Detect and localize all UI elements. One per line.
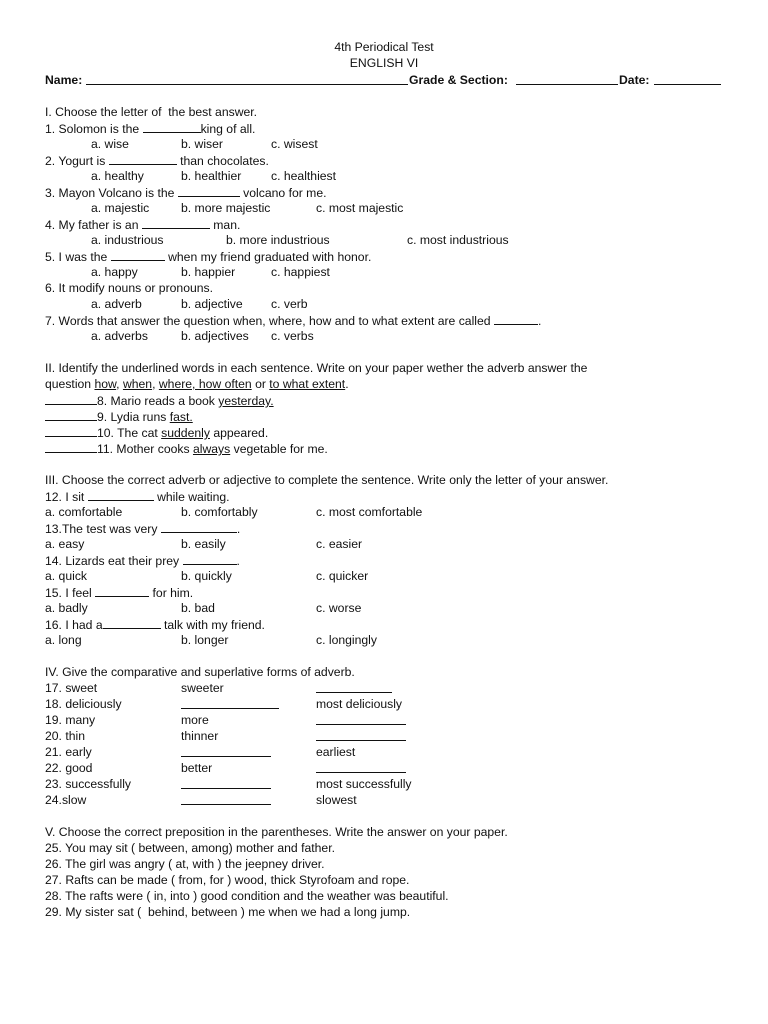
- q13-choice-c[interactable]: c. easier: [316, 537, 363, 551]
- question-26: 26. The girl was angry ( at, with ) the jeepney driver.: [45, 857, 325, 871]
- question-9: 9. Lydia runs fast.: [45, 408, 193, 425]
- name-label: Name:: [45, 73, 83, 87]
- row-17-superlative-blank[interactable]: [316, 680, 392, 693]
- test-title: 4th Periodical Test: [334, 40, 434, 54]
- row-18-word: 18. deliciously: [45, 697, 122, 711]
- part2-instruction-line1: II. Identify the underlined words in each sentence. Write on your paper wether the adverb answer the: [45, 361, 588, 375]
- q15-choice-b[interactable]: b. bad: [181, 601, 215, 615]
- part4-instruction: IV. Give the comparative and superlative forms of adverb.: [45, 665, 355, 679]
- row-23-superlative: most successfully: [316, 777, 412, 791]
- q12-choice-b[interactable]: b. comfortably: [181, 505, 258, 519]
- q1-choice-a[interactable]: a. wise: [91, 137, 129, 151]
- question-6: 6. It modify nouns or pronouns.: [45, 281, 214, 295]
- q7-choice-b[interactable]: b. adjectives: [181, 329, 249, 343]
- question-13: 13.The test was very .: [45, 522, 241, 536]
- q1-choice-b[interactable]: b. wiser: [181, 137, 223, 151]
- row-24-word: 24.slow: [45, 793, 87, 807]
- q13-choice-b[interactable]: b. easily: [181, 537, 226, 551]
- q4-choice-b[interactable]: b. more industrious: [226, 233, 330, 247]
- question-10: 10. The cat suddenly appeared.: [45, 424, 268, 441]
- q6-choice-a[interactable]: a. adverb: [91, 297, 142, 311]
- row-21-superlative: earliest: [316, 745, 356, 759]
- row-19-word: 19. many: [45, 713, 96, 727]
- question-28: 28. The rafts were ( in, into ) good condition and the weather was beautiful.: [45, 889, 449, 903]
- q15-choice-c[interactable]: c. worse: [316, 601, 362, 615]
- grade-label: Grade & Section:: [409, 73, 508, 87]
- q1-choice-c[interactable]: c. wisest: [271, 137, 318, 151]
- q6-choice-b[interactable]: b. adjective: [181, 297, 243, 311]
- q2-choice-c[interactable]: c. healthiest: [271, 169, 337, 183]
- q14-choice-c[interactable]: c. quicker: [316, 569, 369, 583]
- row-20-comparative: thinner: [181, 729, 219, 743]
- q4-choice-a[interactable]: a. industrious: [91, 233, 164, 247]
- question-2: 2. Yogurt is than chocolates.: [45, 154, 269, 168]
- question-25: 25. You may sit ( between, among) mother and father.: [45, 841, 335, 855]
- part3-instruction: III. Choose the correct adverb or adjective to complete the sentence. Write only the letter of your answer.: [45, 473, 609, 487]
- part5-instruction: V. Choose the correct preposition in the parentheses. Write the answer on your paper.: [45, 825, 508, 839]
- q15-choice-a[interactable]: a. badly: [45, 601, 88, 615]
- question-1: 1. Solomon is the king of all.: [45, 122, 256, 136]
- question-4: 4. My father is an man.: [45, 218, 241, 232]
- question-8: 8. Mario reads a book yesterday.: [45, 392, 274, 409]
- row-19-superlative-blank[interactable]: [316, 712, 406, 725]
- question-11: 11. Mother cooks always vegetable for me.: [45, 440, 328, 457]
- row-23-comparative-blank[interactable]: [181, 776, 271, 789]
- row-22-word: 22. good: [45, 761, 93, 775]
- row-19-comparative: more: [181, 713, 209, 727]
- row-22-comparative: better: [181, 761, 213, 775]
- question-15: 15. I feel for him.: [45, 586, 194, 600]
- q16-choice-a[interactable]: a. long: [45, 633, 82, 647]
- q14-choice-b[interactable]: b. quickly: [181, 569, 232, 583]
- question-29: 29. My sister sat ( behind, between ) me when we had a long jump.: [45, 905, 411, 919]
- subject-title: ENGLISH VI: [349, 56, 419, 70]
- date-blank[interactable]: [654, 72, 721, 85]
- q13-choice-a[interactable]: a. easy: [45, 537, 85, 551]
- q5-choice-b[interactable]: b. happier: [181, 265, 236, 279]
- q5-choice-a[interactable]: a. happy: [91, 265, 138, 279]
- q12-choice-c[interactable]: c. most comfortable: [316, 505, 423, 519]
- question-7: 7. Words that answer the question when, where, how and to what extent are called .: [45, 314, 542, 328]
- question-27: 27. Rafts can be made ( from, for ) wood, thick Styrofoam and rope.: [45, 873, 410, 887]
- question-12: 12. I sit while waiting.: [45, 490, 230, 504]
- date-label: Date:: [619, 73, 650, 87]
- q7-choice-a[interactable]: a. adverbs: [91, 329, 148, 343]
- q2-choice-b[interactable]: b. healthier: [181, 169, 242, 183]
- part2-instruction-line2: question how, when, where, how often or to what extent.: [45, 377, 349, 391]
- grade-blank[interactable]: [516, 72, 618, 85]
- row-22-superlative-blank[interactable]: [316, 760, 406, 773]
- row-17-comparative: sweeter: [181, 681, 224, 695]
- row-24-superlative: slowest: [316, 793, 357, 807]
- row-20-superlative-blank[interactable]: [316, 728, 406, 741]
- q7-choice-c[interactable]: c. verbs: [271, 329, 314, 343]
- row-17-word: 17. sweet: [45, 681, 98, 695]
- q12-choice-a[interactable]: a. comfortable: [45, 505, 123, 519]
- q5-choice-c[interactable]: c. happiest: [271, 265, 330, 279]
- q3-choice-c[interactable]: c. most majestic: [316, 201, 404, 215]
- q2-choice-a[interactable]: a. healthy: [91, 169, 144, 183]
- name-blank[interactable]: [86, 72, 408, 85]
- question-14: 14. Lizards eat their prey .: [45, 554, 240, 568]
- q16-choice-b[interactable]: b. longer: [181, 633, 229, 647]
- row-21-word: 21. early: [45, 745, 92, 759]
- q6-choice-c[interactable]: c. verb: [271, 297, 308, 311]
- q4-choice-c[interactable]: c. most industrious: [407, 233, 509, 247]
- row-18-superlative: most deliciously: [316, 697, 403, 711]
- row-24-comparative-blank[interactable]: [181, 792, 271, 805]
- part1-instruction: I. Choose the letter of the best answer.: [45, 105, 258, 119]
- q3-choice-b[interactable]: b. more majestic: [181, 201, 271, 215]
- q3-choice-a[interactable]: a. majestic: [91, 201, 150, 215]
- question-16: 16. I had a talk with my friend.: [45, 618, 265, 632]
- question-5: 5. I was the when my friend graduated with honor.: [45, 250, 372, 264]
- question-3: 3. Mayon Volcano is the volcano for me.: [45, 186, 327, 200]
- row-20-word: 20. thin: [45, 729, 85, 743]
- q16-choice-c[interactable]: c. longingly: [316, 633, 377, 647]
- row-23-word: 23. successfully: [45, 777, 132, 791]
- q14-choice-a[interactable]: a. quick: [45, 569, 88, 583]
- row-18-comparative-blank[interactable]: [181, 696, 279, 709]
- row-21-comparative-blank[interactable]: [181, 744, 271, 757]
